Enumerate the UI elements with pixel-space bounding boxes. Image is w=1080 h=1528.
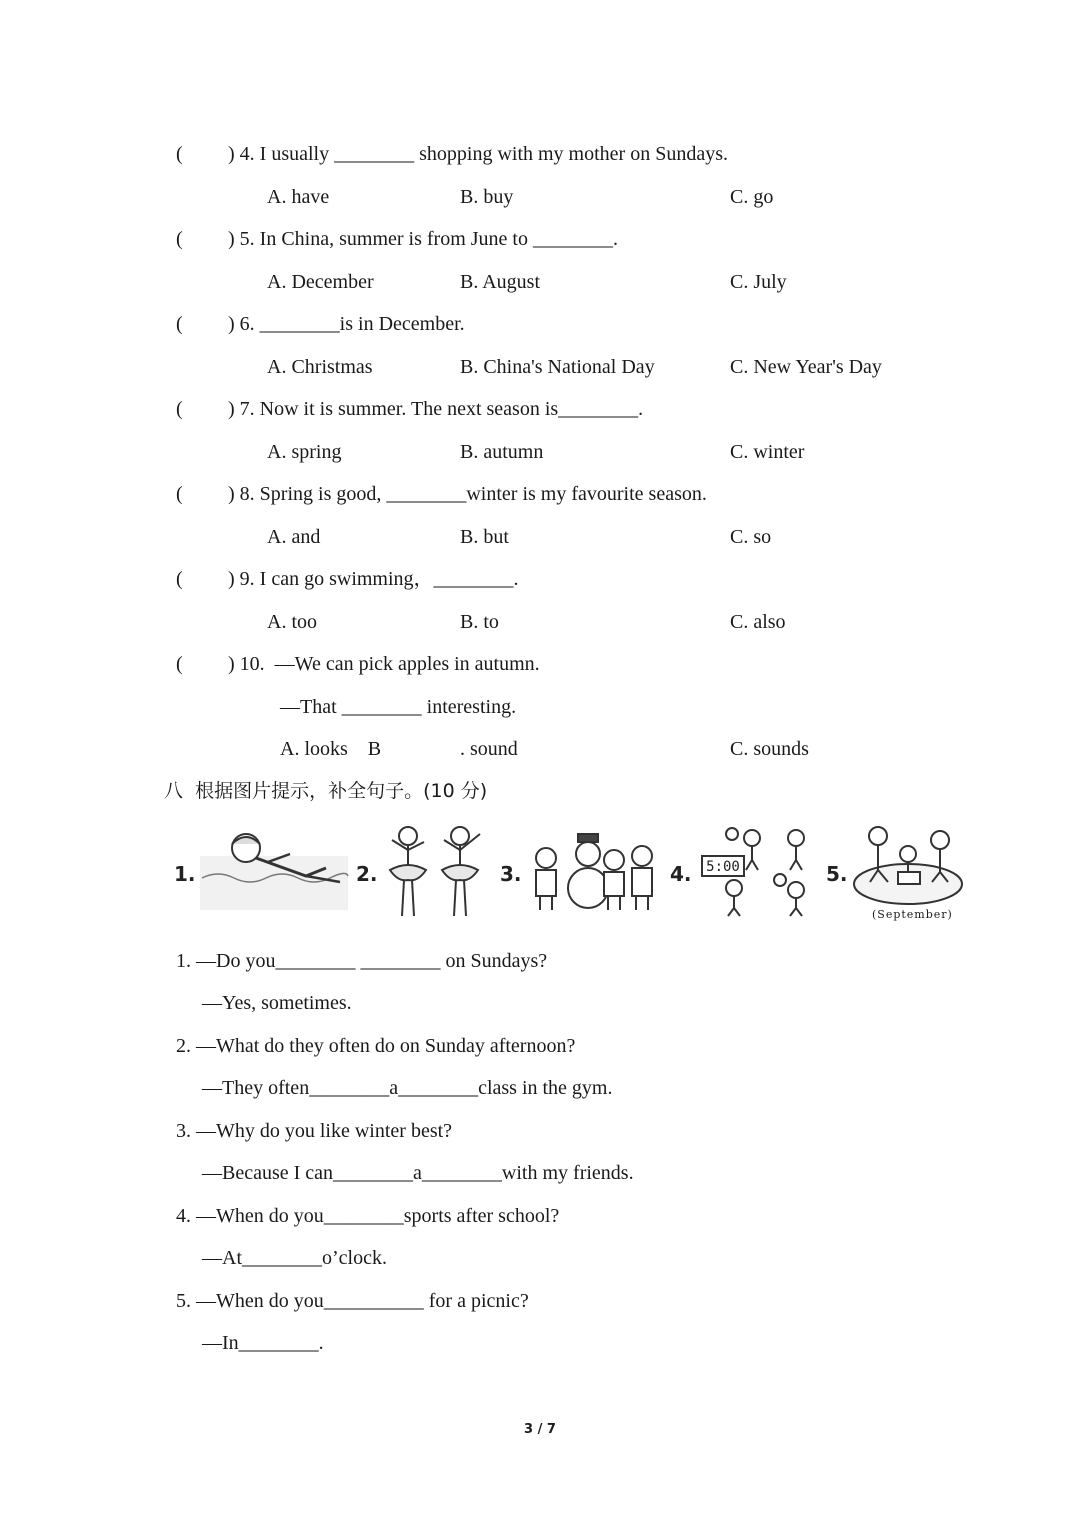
fill-line-3a: —Because I can________a________with my friends. bbox=[202, 1162, 634, 1184]
option-b: . sound bbox=[460, 738, 518, 760]
question-6-stem bbox=[228, 312, 465, 336]
question-10-stem bbox=[228, 652, 540, 676]
option-b: B. August bbox=[460, 271, 541, 293]
fill-line-4a: —At________o’clock. bbox=[202, 1247, 387, 1269]
question-7-stem bbox=[228, 397, 643, 421]
option-c: C. go bbox=[730, 186, 774, 208]
answer-paren-close: ) bbox=[228, 483, 235, 505]
option-b: B. but bbox=[460, 526, 509, 548]
option-b: B. buy bbox=[460, 186, 514, 208]
question-text: 8. Spring is good, ________winter is my favourite season. bbox=[239, 483, 707, 505]
picture-caption: (September) bbox=[872, 908, 953, 921]
answer-paren-open: ( bbox=[176, 228, 183, 250]
fill-line-3q: 3. —Why do you like winter best? bbox=[176, 1120, 453, 1142]
fill-line-2q: 2. —What do they often do on Sunday afternoon? bbox=[176, 1035, 576, 1057]
question-text: 6. ________is in December. bbox=[239, 313, 465, 335]
answer-paren-close: ) bbox=[228, 653, 235, 675]
option-c: C. sounds bbox=[730, 738, 809, 760]
option-c: C. winter bbox=[730, 441, 805, 463]
clock-time: 5:00 bbox=[706, 859, 740, 875]
answer-paren-close: ) bbox=[228, 143, 235, 165]
option-a: A. have bbox=[267, 186, 330, 208]
fill-line-1a: —Yes, sometimes. bbox=[202, 992, 352, 1014]
question-5-stem bbox=[228, 227, 618, 251]
option-c: C. also bbox=[730, 611, 786, 633]
question-text: 5. In China, summer is from June to ________. bbox=[239, 228, 618, 250]
after-school-sports-picture bbox=[700, 826, 822, 918]
question-text: 10. —We can pick apples in autumn. bbox=[239, 653, 540, 675]
option-a: A. and bbox=[267, 526, 321, 548]
option-a: A. Christmas bbox=[267, 356, 373, 378]
option-a: A. looks B bbox=[280, 738, 382, 760]
option-a: A. too bbox=[267, 611, 317, 633]
answer-paren-close: ) bbox=[228, 568, 235, 590]
option-b: B. China's National Day bbox=[460, 356, 655, 378]
fill-line-1q: 1. —Do you________ ________ on Sundays? bbox=[176, 950, 548, 972]
picture-number: 4. bbox=[670, 862, 692, 886]
picture-number: 3. bbox=[500, 862, 522, 886]
dancing-picture bbox=[382, 822, 494, 922]
fill-line-4q: 4. —When do you________sports after school? bbox=[176, 1205, 560, 1227]
fill-line-2a: —They often________a________class in the gym. bbox=[202, 1077, 613, 1099]
question-9-stem bbox=[228, 567, 519, 591]
answer-paren-close: ) bbox=[228, 398, 235, 420]
answer-paren-open: ( bbox=[176, 143, 183, 165]
answer-paren-open: ( bbox=[176, 398, 183, 420]
answer-paren-open: ( bbox=[176, 653, 183, 675]
answer-paren-open: ( bbox=[176, 568, 183, 590]
fill-line-5q: 5. —When do you__________ for a picnic? bbox=[176, 1290, 529, 1312]
picture-number: 2. bbox=[356, 862, 378, 886]
section-title: 八 根据图片提示，补全句子。(10 分) bbox=[164, 780, 488, 802]
swimming-picture bbox=[198, 828, 350, 912]
question-8-stem bbox=[228, 482, 707, 506]
option-a: A. December bbox=[267, 271, 374, 293]
option-c: C. New Year's Day bbox=[730, 356, 882, 378]
question-text: 7. Now it is summer. The next season is________. bbox=[239, 398, 644, 420]
fill-line-5a: —In________. bbox=[202, 1332, 324, 1354]
question-4-stem bbox=[228, 142, 728, 166]
picture-number: 1. bbox=[174, 862, 196, 886]
option-a: A. spring bbox=[267, 441, 342, 463]
page-number: 3 / 7 bbox=[524, 1422, 556, 1437]
question-text: 4. I usually ________ shopping with my mother on Sundays. bbox=[239, 143, 728, 165]
option-c: C. July bbox=[730, 271, 787, 293]
option-c: C. so bbox=[730, 526, 772, 548]
answer-paren-open: ( bbox=[176, 483, 183, 505]
snowman-picture bbox=[524, 830, 662, 914]
answer-paren-open: ( bbox=[176, 313, 183, 335]
option-b: B. autumn bbox=[460, 441, 544, 463]
picture-number: 5. bbox=[826, 862, 848, 886]
question-10-reply: —That ________ interesting. bbox=[280, 696, 517, 718]
answer-paren-close: ) bbox=[228, 313, 235, 335]
answer-paren-close: ) bbox=[228, 228, 235, 250]
question-text: 9. I can go swimming，________. bbox=[239, 568, 519, 590]
option-b: B. to bbox=[460, 611, 499, 633]
